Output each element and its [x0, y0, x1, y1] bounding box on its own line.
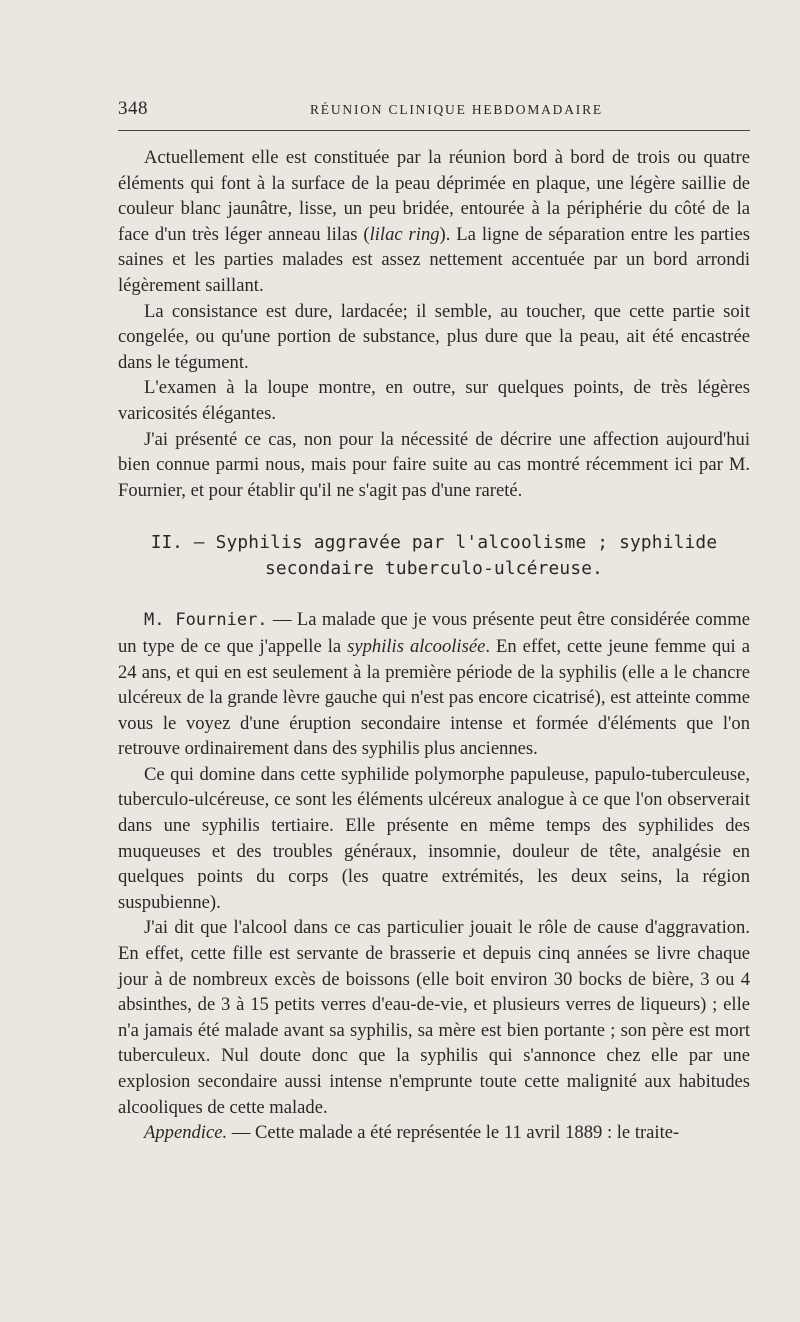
paragraph-loupe: L'examen à la loupe montre, en outre, sur quelques points, de très légères varicosités élégantes. [118, 377, 750, 424]
appendix-dash: — [231, 1122, 251, 1144]
page-header [118, 98, 750, 122]
section-numeral: II. [150, 532, 183, 554]
paragraph-presentation: J'ai présenté ce cas, non pour la nécessité de décrire une affection aujourd'hui bien connue parmi nous, mais pour faire suite au cas montré récemment ici par M. Fournier, et pour établir qu'il ne s'agit pas d'une rareté. [118, 428, 750, 501]
appendix-text: Cette malade a été représentée le 11 avril 1889 : le traite- [255, 1122, 680, 1144]
paragraph-description [118, 145, 750, 299]
paragraph-appendice [118, 1120, 750, 1146]
p5-text-a: La malade que je vous présente peut être considérée comme un type de ce que j'appelle la [118, 609, 750, 657]
header-rule [118, 130, 750, 131]
running-title: RÉUNION CLINIQUE HEBDOMADAIRE [310, 102, 603, 117]
section-heading [118, 530, 750, 582]
speaker-name: M. Fournier. [144, 610, 268, 631]
p5-text-b: . En effet, cette jeune femme qui a 24 ans, et qui en est seulement à la première période de la syphilis (elle a le chancre ulcéreux de la grande lèvre gauche qui n'est pas encore cicatrisé), est atteinte comme vous le voyez d'une éruption secondaire intense et formée d'éléments que l'on retrouve ordinairement dans des syphilis plus anciennes. [118, 635, 750, 760]
p5-italic-term: syphilis alcoolisée [347, 635, 486, 657]
p1-text-b: ). La ligne de séparation entre les parties saines et les parties malades est assez nettement accentuée par un bord arrondi légèrement saillant. [118, 223, 750, 296]
paragraph-consistance: La consistance est dure, lardacée; il semble, au toucher, que cette partie soit congelée, ou qu'une portion de substance, plus dure que la peau, ait été encastrée dans le tégument. [118, 300, 750, 373]
paragraph-alcool: J'ai dit que l'alcool dans ce cas particulier jouait le rôle de cause d'aggravation. En effet, cette fille est servante de brasserie et depuis cinq années se livre chaque jour à de nombreux excès de boissons (elle boit environ 30 bocks de bière, 3 ou 4 absinthes, de 3 à 15 petits verres d'eau-de-vie, et plusieurs verres de liqueurs) ; elle n'a jamais été malade avant sa syphilis, sa mère est bien portante ; son père est mort tuberculeux. Nul doute donc que la syphilis qui s'annonce chez elle par une explosion secondaire aussi intense n'emprunte toute cette malignité aux habitudes alcooliques de cette malade. [118, 917, 750, 1118]
p1-text-a: Actuellement elle est constituée par la réunion bord à bord de trois ou quatre éléments qui font à la surface de la peau déprimée en plaque, une légère saillie de couleur blanc jaunâtre, lisse, un peu bridée, entourée à la périphérie du côté de la face d'un très léger anneau lilas ( [118, 147, 750, 245]
speaker-dash: — [272, 609, 292, 631]
paragraph-fournier [118, 607, 750, 762]
appendix-label: Appendice. [144, 1122, 228, 1144]
section-title-text: Syphilis aggravée par l'alcoolisme ; syphilide secondaire tuberculo-ulcéreuse. [215, 532, 718, 580]
paragraph-domine: Ce qui domine dans cette syphilide polymorphe papuleuse, papulo-tuberculeuse, tuberculo-ulcéreuse, ce sont les éléments ulcéreux analogue à ce que l'on observerait dans une syphilis tertiaire. Elle présente en même temps des syphilides des muqueuses et des troubles généraux, insomnie, douleur de tête, analgésie en quelques points du corps (les quatre extrémités, les deux seins, la région suspubienne). [118, 763, 750, 913]
body-text [118, 145, 750, 1146]
section-dash: — [193, 532, 205, 554]
p1-italic-term: lilac ring [369, 223, 440, 245]
spacer [118, 503, 750, 530]
page-number: 348 [118, 98, 148, 119]
